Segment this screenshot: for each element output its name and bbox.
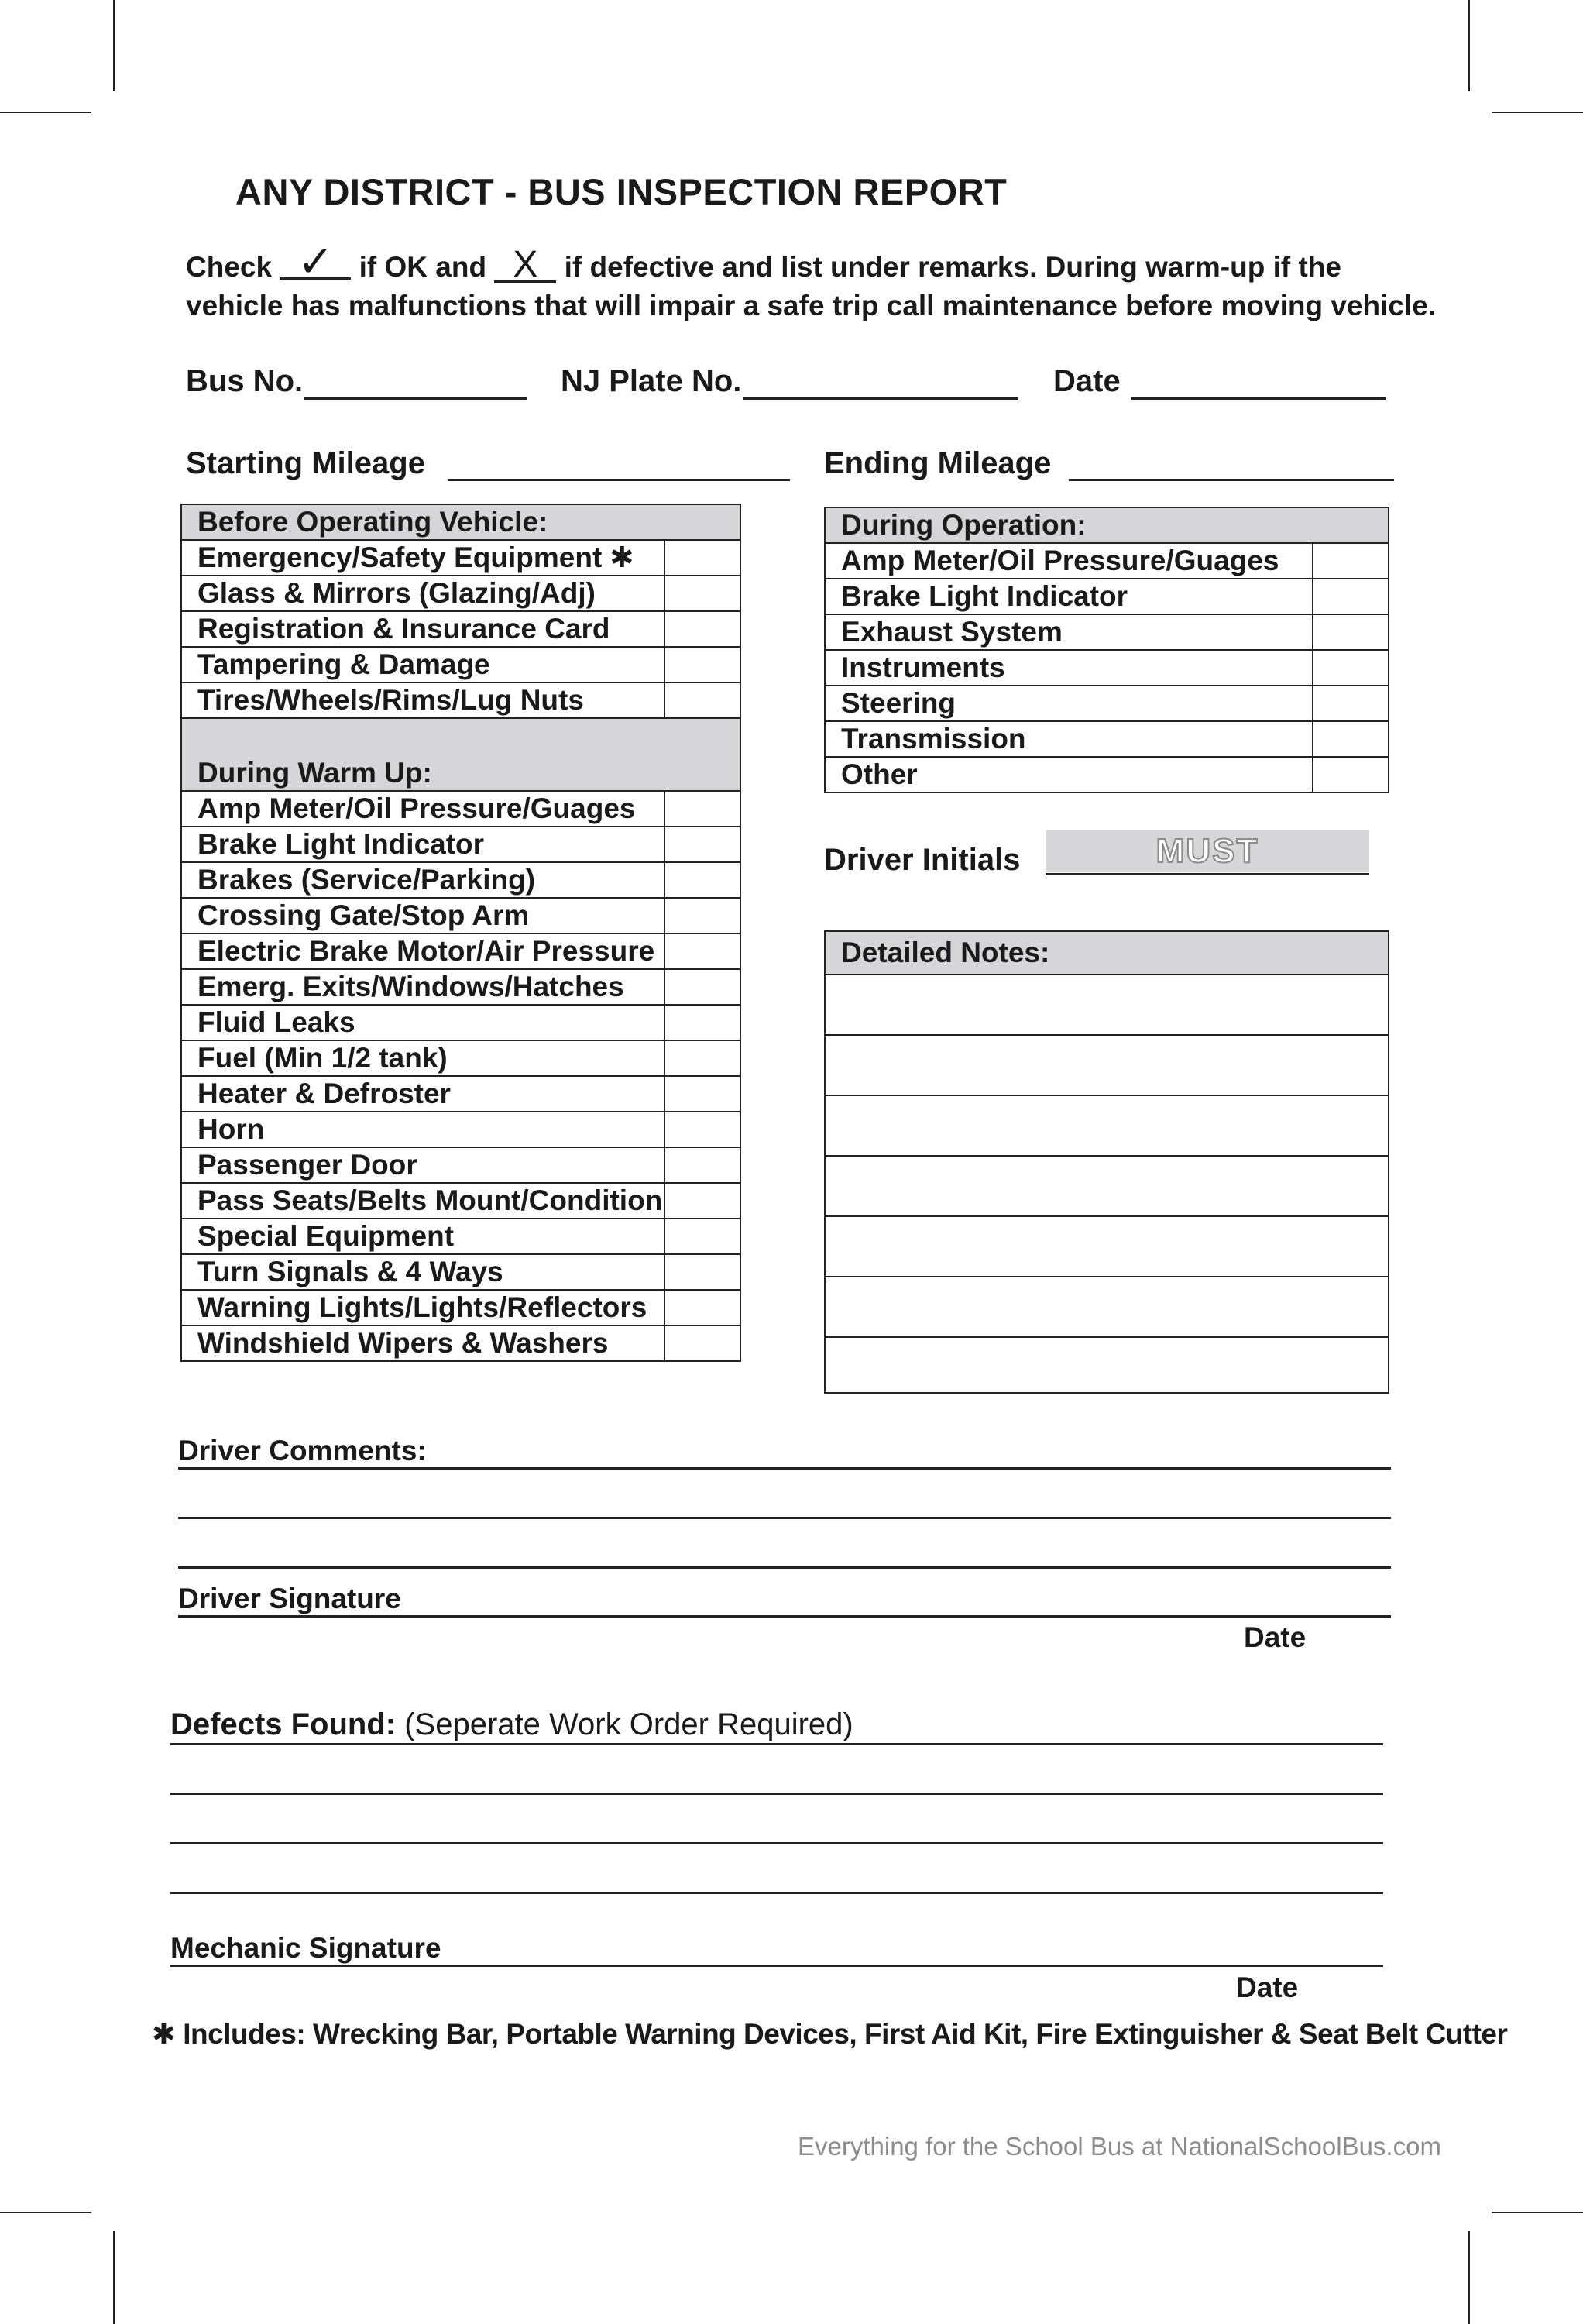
checklist-checkbox[interactable] [664,1040,740,1076]
during-operation-checklist [824,507,1389,793]
checklist-item-label: Brake Light Indicator [181,827,664,862]
notes-row[interactable] [825,1095,1389,1156]
checklist-item-label: Fluid Leaks [181,1005,664,1040]
checklist-checkbox[interactable] [1313,686,1389,721]
warm-up-item [181,791,740,827]
mechanic-signature-label: Mechanic Signature [170,1932,441,1964]
checklist-item-label: Glass & Mirrors (Glazing/Adj) [181,576,664,611]
checklist-item-label: Emerg. Exits/Windows/Hatches [181,969,664,1005]
checklist-checkbox[interactable] [664,1325,740,1361]
before-operating-header [181,504,740,540]
driver-comments-line[interactable] [178,1566,1391,1569]
checklist-checkbox[interactable] [664,1147,740,1183]
checklist-checkbox[interactable] [664,1254,740,1290]
checklist-item-label: Steering [825,686,1313,721]
page-title: ANY DISTRICT - BUS INSPECTION REPORT [235,171,1008,212]
before-operating-item [181,611,740,647]
notes-row[interactable] [825,975,1389,1035]
checklist-item-label: Windshield Wipers & Washers [181,1325,664,1361]
defects-line[interactable] [170,1842,1383,1844]
driver-comments-line[interactable] [178,1467,1391,1470]
checklist-checkbox[interactable] [664,611,740,647]
instr-defective-text: if defective and list under remarks. During warm-up if the [564,251,1341,283]
warm-up-item [181,898,740,933]
warm-up-item [181,862,740,898]
checklist-checkbox[interactable] [1313,614,1389,650]
checklist-item-label: Other [825,757,1313,792]
during-operation-item [825,757,1389,792]
driver-comments-label: Driver Comments: [178,1435,427,1466]
during-operation-item [825,650,1389,686]
checklist-checkbox[interactable] [664,1112,740,1147]
detailed-notes-header: Detailed Notes: [825,931,1389,975]
checklist-item-label: Electric Brake Motor/Air Pressure [181,933,664,969]
during-operation-item [825,721,1389,757]
notes-row[interactable] [825,1216,1389,1277]
checklist-checkbox[interactable] [1313,543,1389,579]
warm-up-item [181,969,740,1005]
before-operating-header-label: Before Operating Vehicle: [181,504,740,540]
during-operation-header [825,507,1389,543]
footer-text: Everything for the School Bus at NationalSchoolBus.com [798,2132,1441,2161]
driver-signature-label: Driver Signature [178,1583,401,1614]
checklist-item-label: Exhaust System [825,614,1313,650]
date-line[interactable] [1131,397,1386,400]
checklist-item-label: Brakes (Service/Parking) [181,862,664,898]
crop-mark [113,0,115,91]
checklist-item-label: Warning Lights/Lights/Reflectors [181,1290,664,1325]
driver-initials-box[interactable] [1046,830,1369,872]
defects-line[interactable] [170,1892,1383,1894]
ending-mileage-line[interactable] [1069,479,1394,481]
during-operation-item [825,686,1389,721]
warm-up-item [181,1147,740,1183]
checklist-checkbox[interactable] [664,862,740,898]
during-operation-item [825,579,1389,614]
notes-row[interactable] [825,1156,1389,1216]
instr-ok-text: if OK and [359,251,487,283]
instructions [186,237,1437,325]
checklist-item-label: Fuel (Min 1/2 tank) [181,1040,664,1076]
checklist-checkbox[interactable] [1313,757,1389,792]
checklist-checkbox[interactable] [664,827,740,862]
crop-mark [113,2231,115,2324]
checklist-checkbox[interactable] [664,1076,740,1112]
defects-found-note: (Seperate Work Order Required) [396,1707,853,1741]
warm-up-item [181,827,740,862]
checklist-item-label: Passenger Door [181,1147,664,1183]
warm-up-item [181,1254,740,1290]
checklist-item-label: Heater & Defroster [181,1076,664,1112]
starting-mileage-line[interactable] [448,479,790,481]
notes-row[interactable] [825,1277,1389,1337]
checklist-item-label: Transmission [825,721,1313,757]
defects-found-title: Defects Found: [170,1707,397,1741]
checklist-checkbox[interactable] [664,1219,740,1254]
ending-mileage-label: Ending Mileage [824,446,1052,480]
x-mark-icon: X [494,249,556,283]
starting-mileage-label: Starting Mileage [186,446,425,480]
checklist-checkbox[interactable] [664,576,740,611]
footnote: ✱ Includes: Wrecking Bar, Portable Warning Devices, First Aid Kit, Fire Extinguisher & Seat Belt Cutter [152,2018,1508,2050]
checklist-checkbox[interactable] [1313,721,1389,757]
crop-mark [0,2212,91,2213]
driver-date-label: Date [1244,1621,1307,1653]
checklist-checkbox[interactable] [664,540,740,576]
during-operation-item [825,614,1389,650]
warm-up-item [181,1325,740,1361]
warm-up-item [181,1076,740,1112]
mechanic-signature-line[interactable] [170,1965,1383,1967]
checklist-item-label: Tires/Wheels/Rims/Lug Nuts [181,682,664,718]
during-operation-header-label: During Operation: [825,507,1389,543]
checklist-item-label: Brake Light Indicator [825,579,1313,614]
warm-up-item [181,1005,740,1040]
checklist-item-label: Tampering & Damage [181,647,664,682]
checklist-checkbox[interactable] [664,933,740,969]
checkmark-icon: ✓ [280,246,351,280]
checklist-checkbox[interactable] [664,791,740,827]
date-label: Date [1053,364,1121,398]
checklist-item-label: Instruments [825,650,1313,686]
before-operating-item [181,576,740,611]
warm-up-item [181,1290,740,1325]
warm-up-item [181,1219,740,1254]
driver-comments-line[interactable] [178,1517,1391,1519]
defects-line[interactable] [170,1793,1383,1795]
before-operating-item [181,647,740,682]
plate-no-line[interactable] [743,397,1018,400]
warm-up-header-label: During Warm Up: [181,718,740,791]
before-operating-item [181,540,740,576]
detailed-notes-table [824,930,1389,1394]
warm-up-item [181,1040,740,1076]
checklist-item-label: Amp Meter/Oil Pressure/Guages [181,791,664,827]
notes-row[interactable] [825,1035,1389,1095]
defects-line[interactable] [170,1743,1383,1745]
checklist-checkbox[interactable] [664,898,740,933]
checklist-checkbox[interactable] [664,969,740,1005]
crop-mark [1468,2231,1470,2324]
checklist-checkbox[interactable] [664,647,740,682]
must-stamp: MUST [1155,832,1259,870]
crop-mark [1468,0,1470,91]
mechanic-date-label: Date [1236,1972,1299,2003]
checklist-item-label: Emergency/Safety Equipment ✱ [181,540,664,576]
bus-no-line[interactable] [304,397,527,400]
before-operating-item [181,682,740,718]
notes-row[interactable] [825,1337,1389,1393]
checklist-checkbox[interactable] [664,1183,740,1219]
warm-up-item [181,933,740,969]
checklist-checkbox[interactable] [664,1005,740,1040]
warm-up-item [181,1183,740,1219]
warm-up-item [181,1112,740,1147]
during-operation-item [825,543,1389,579]
checklist-item-label: Special Equipment [181,1219,664,1254]
checklist-item-label: Turn Signals & 4 Ways [181,1254,664,1290]
crop-mark [1492,112,1583,113]
checklist-item-label: Pass Seats/Belts Mount/Condition [181,1183,664,1219]
checklist-item-label: Amp Meter/Oil Pressure/Guages [825,543,1313,579]
checklist-item-label: Registration & Insurance Card [181,611,664,647]
checklist-item-label: Horn [181,1112,664,1147]
plate-no-label: NJ Plate No. [561,364,742,398]
instr-check-word: Check [186,251,273,283]
driver-initials-label: Driver Initials [824,843,1021,877]
checklist-checkbox[interactable] [1313,579,1389,614]
checklist-checkbox[interactable] [664,1290,740,1325]
bus-no-label: Bus No. [186,364,304,398]
checklist-item-label: Crossing Gate/Stop Arm [181,898,664,933]
warm-up-header [181,718,740,791]
pre-trip-checklist [180,504,741,1362]
crop-mark [1492,2212,1583,2213]
driver-signature-line[interactable] [178,1615,1391,1618]
checklist-checkbox[interactable] [664,682,740,718]
crop-mark [0,112,91,113]
instr-line2: vehicle has malfunctions that will impair a safe trip call maintenance before moving vehicle. [186,290,1437,321]
checklist-checkbox[interactable] [1313,650,1389,686]
driver-initials-line [1046,873,1369,875]
defects-found-label [170,1707,853,1742]
